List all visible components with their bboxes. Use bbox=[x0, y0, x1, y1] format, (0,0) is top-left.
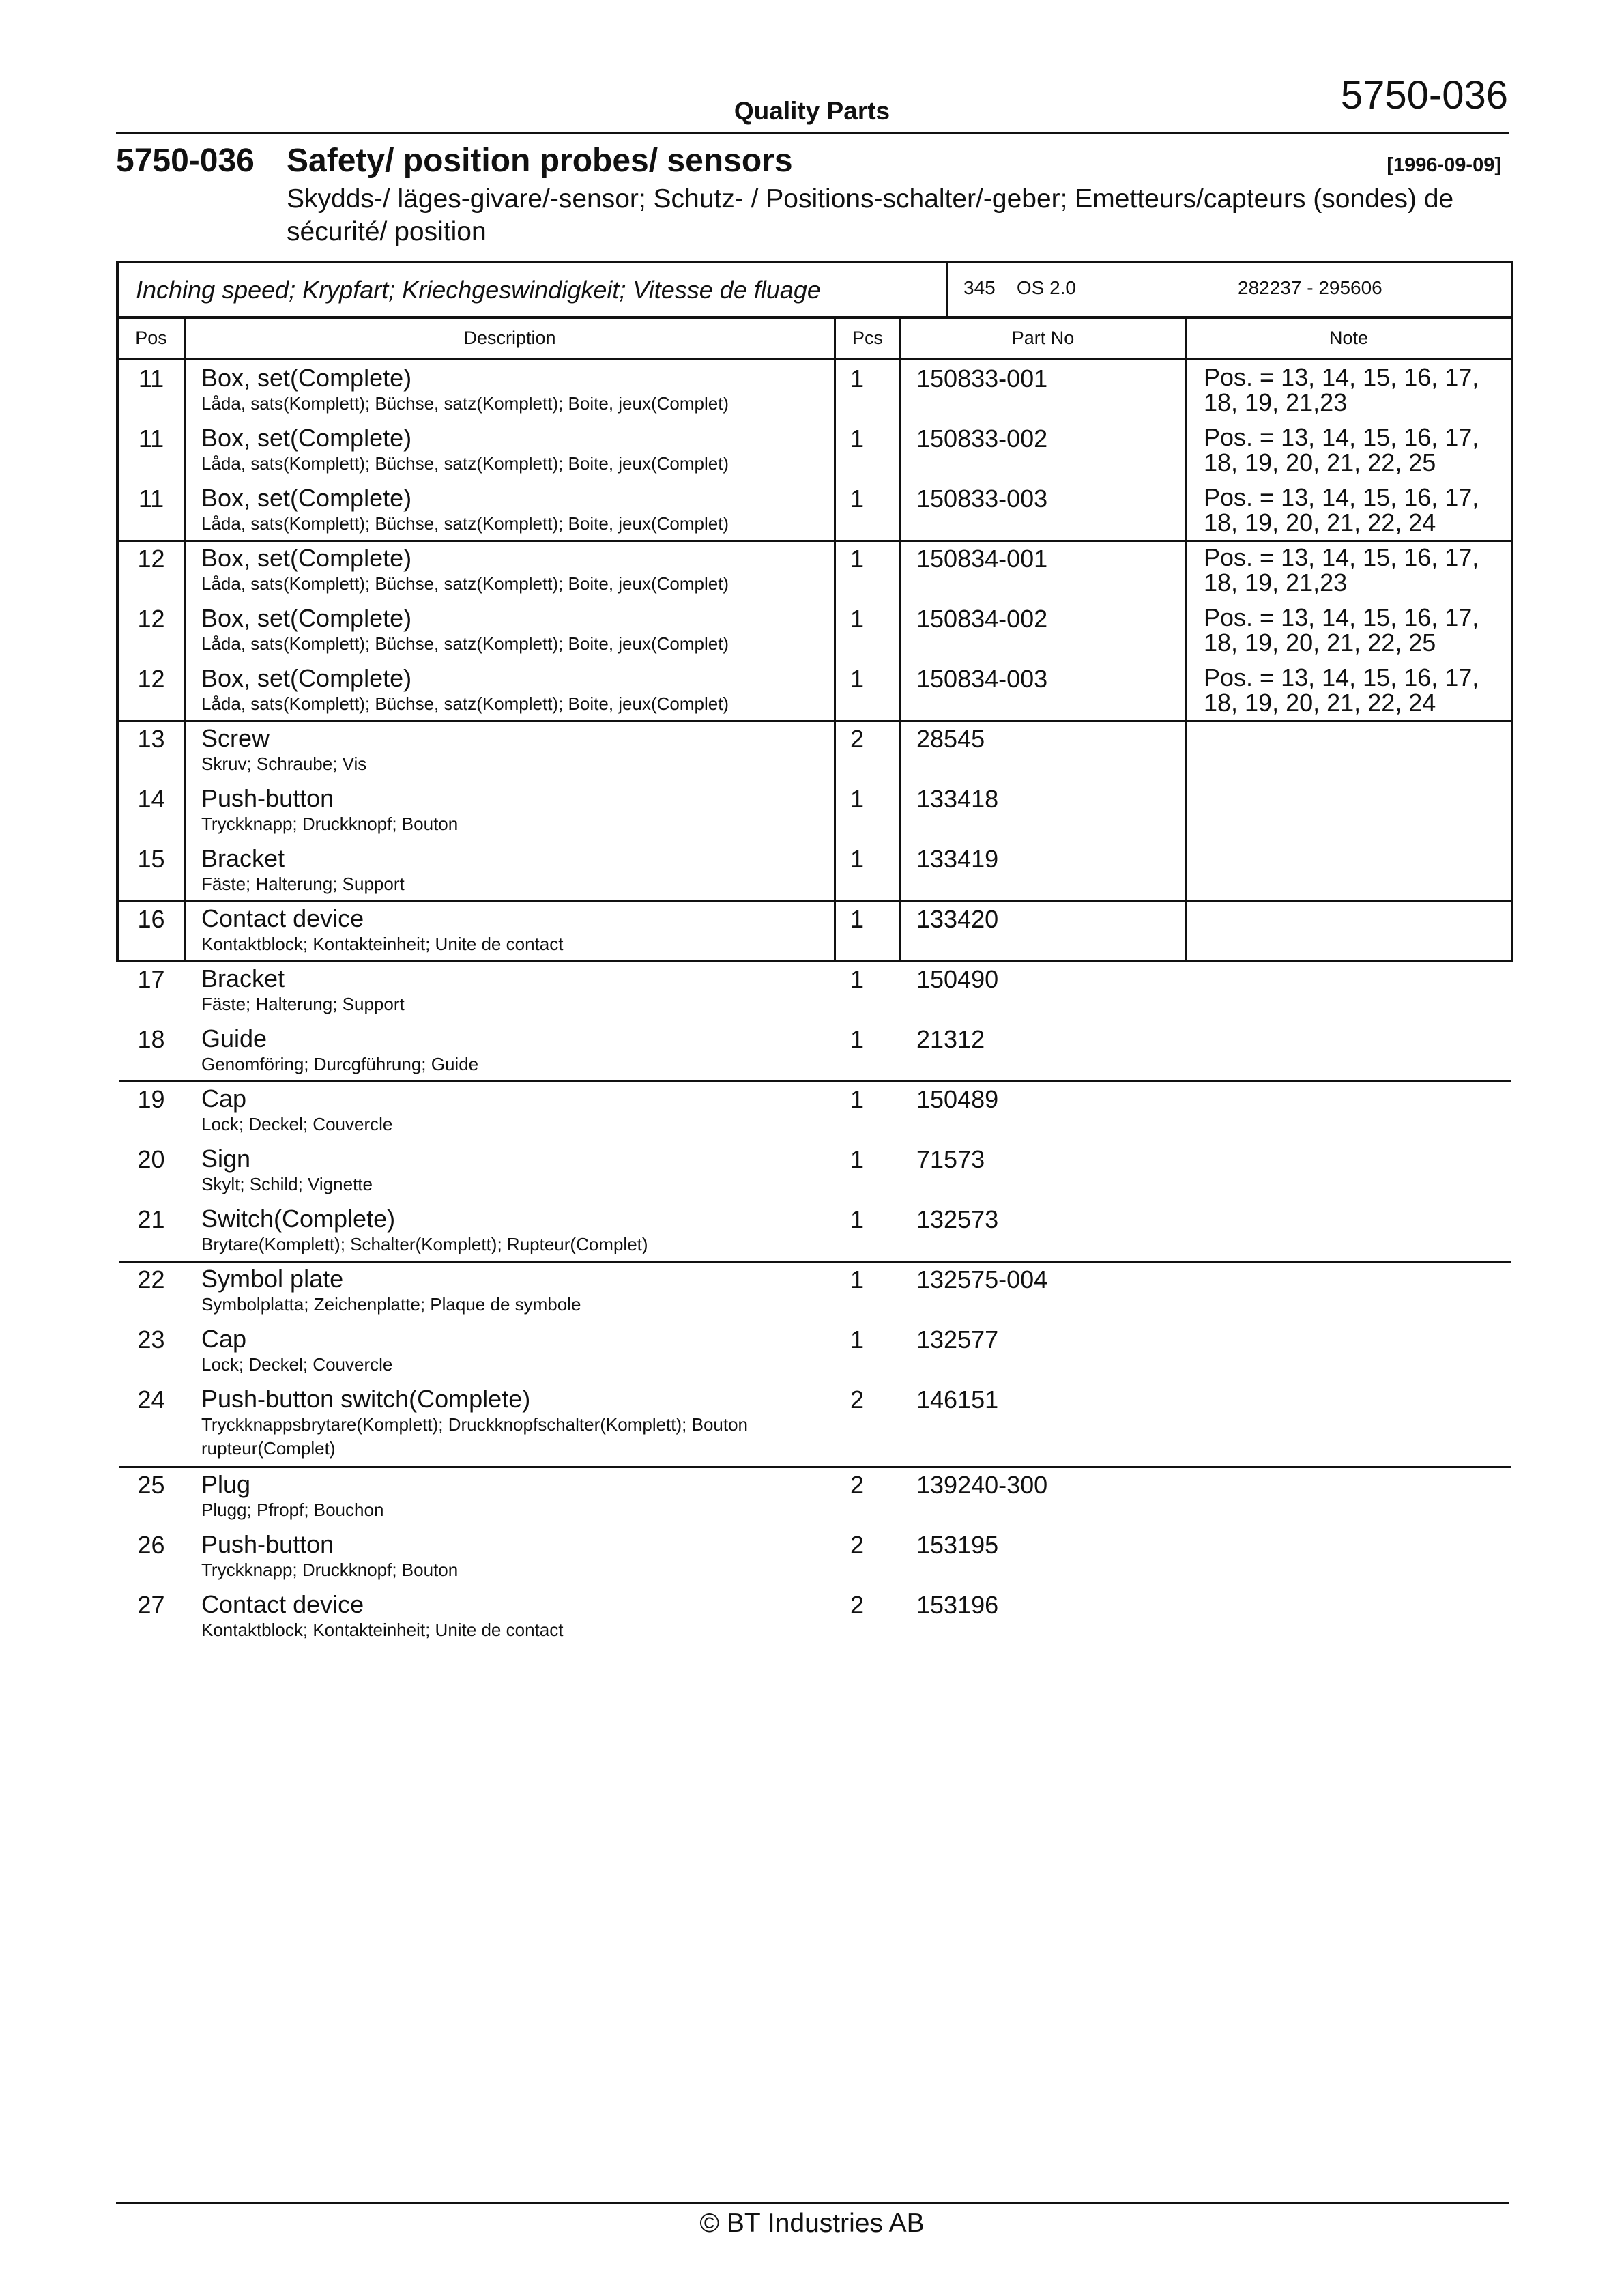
footer-rule bbox=[116, 2202, 1509, 2204]
row-pcs: 1 bbox=[850, 1025, 865, 1053]
row-pos: 12 bbox=[137, 665, 165, 693]
description-translations: Plugg; Pfropf; Bouchon bbox=[201, 1499, 384, 1520]
row-description bbox=[201, 1591, 761, 1642]
row-pcs: 1 bbox=[850, 364, 865, 392]
column-divider bbox=[184, 319, 186, 960]
row-description bbox=[201, 364, 761, 416]
section-date: [1996-09-09] bbox=[1387, 154, 1501, 176]
row-part-no: 132575-004 bbox=[916, 1265, 1048, 1293]
row-pos: 27 bbox=[137, 1591, 165, 1619]
row-pos: 16 bbox=[137, 905, 165, 933]
description-main: Screw bbox=[201, 724, 270, 752]
row-description bbox=[201, 1025, 761, 1076]
row-part-no: 150489 bbox=[916, 1085, 999, 1113]
description-translations: Tryckknapp; Druckknopf; Bouton bbox=[201, 814, 459, 834]
header-doc-number: 5750-036 bbox=[1340, 73, 1508, 117]
row-pcs: 1 bbox=[850, 665, 865, 693]
row-pcs: 2 bbox=[850, 1591, 865, 1619]
description-translations: Fäste; Halterung; Support bbox=[201, 994, 405, 1014]
band-model: 345 OS 2.0 bbox=[963, 277, 1076, 298]
row-description bbox=[201, 665, 761, 716]
description-main: Push-button bbox=[201, 1530, 334, 1558]
description-main: Guide bbox=[201, 1024, 267, 1052]
description-translations: Lock; Deckel; Couvercle bbox=[201, 1114, 393, 1134]
row-description bbox=[201, 1265, 761, 1317]
description-main: Box, set(Complete) bbox=[201, 424, 412, 452]
row-pos: 26 bbox=[137, 1531, 165, 1559]
description-main: Contact device bbox=[201, 904, 364, 932]
row-description bbox=[201, 545, 761, 596]
row-note: Pos. = 13, 14, 15, 16, 17, 18, 19, 20, 21, 22, 25 bbox=[1204, 603, 1479, 657]
description-translations: Lock; Deckel; Couvercle bbox=[201, 1354, 393, 1375]
row-part-no: 132577 bbox=[916, 1325, 999, 1353]
footer-copyright: © BT Industries AB bbox=[699, 2209, 925, 2238]
description-main: Push-button bbox=[201, 784, 334, 812]
band-serial-range: 282237 - 295606 bbox=[1238, 277, 1382, 298]
row-pos: 12 bbox=[137, 605, 165, 633]
description-translations: Symbolplatta; Zeichenplatte; Plaque de symbole bbox=[201, 1294, 581, 1315]
description-translations: Skylt; Schild; Vignette bbox=[201, 1174, 373, 1194]
row-description bbox=[201, 845, 761, 896]
row-part-no: 21312 bbox=[916, 1025, 985, 1053]
description-main: Box, set(Complete) bbox=[201, 604, 412, 632]
row-description bbox=[201, 905, 761, 956]
description-main: Box, set(Complete) bbox=[201, 544, 412, 572]
row-pos: 11 bbox=[138, 364, 164, 392]
row-part-no: 150833-003 bbox=[916, 485, 1048, 513]
row-pcs: 1 bbox=[850, 1145, 865, 1173]
header-title: Quality Parts bbox=[734, 97, 890, 125]
description-translations: Tryckknapp; Druckknopf; Bouton bbox=[201, 1560, 459, 1580]
row-note: Pos. = 13, 14, 15, 16, 17, 18, 19, 20, 21, 22, 24 bbox=[1204, 483, 1479, 536]
row-part-no: 150834-002 bbox=[916, 605, 1048, 633]
row-pcs: 2 bbox=[850, 1386, 865, 1414]
row-pcs: 1 bbox=[850, 485, 865, 513]
row-pcs: 1 bbox=[850, 425, 865, 453]
row-note: Pos. = 13, 14, 15, 16, 17, 18, 19, 20, 21, 22, 25 bbox=[1204, 423, 1479, 476]
header-rule bbox=[116, 132, 1509, 134]
description-translations: Genomföring; Durcgführung; Guide bbox=[201, 1054, 479, 1074]
header-rule-table bbox=[119, 358, 1511, 360]
column-header-pos: Pos bbox=[135, 328, 167, 348]
group-divider bbox=[119, 720, 1511, 722]
row-pos: 12 bbox=[137, 545, 165, 573]
row-part-no: 133419 bbox=[916, 845, 999, 873]
row-description bbox=[201, 1145, 761, 1196]
row-part-no: 146151 bbox=[916, 1386, 999, 1414]
row-pcs: 1 bbox=[850, 605, 865, 633]
row-part-no: 28545 bbox=[916, 725, 985, 753]
description-main: Plug bbox=[201, 1470, 251, 1498]
row-description bbox=[201, 1471, 761, 1522]
section-title: Safety/ position probes/ sensors bbox=[287, 143, 793, 179]
row-description bbox=[201, 1531, 761, 1582]
description-translations: Låda, sats(Komplett); Büchse, satz(Komplett); Boite, jeux(Complet) bbox=[201, 693, 729, 714]
row-part-no: 133418 bbox=[916, 785, 999, 813]
column-header-note: Note bbox=[1329, 328, 1369, 348]
row-description bbox=[201, 1325, 761, 1377]
row-pcs: 2 bbox=[850, 1471, 865, 1499]
description-main: Symbol plate bbox=[201, 1265, 344, 1293]
row-pcs: 1 bbox=[850, 1325, 865, 1353]
row-description bbox=[201, 965, 761, 1016]
column-divider bbox=[834, 319, 836, 960]
row-description bbox=[201, 605, 761, 656]
row-note: Pos. = 13, 14, 15, 16, 17, 18, 19, 21,23 bbox=[1204, 363, 1479, 416]
row-pos: 11 bbox=[138, 425, 164, 453]
description-main: Cap bbox=[201, 1325, 247, 1353]
column-header-description: Description bbox=[463, 328, 556, 348]
row-pos: 25 bbox=[137, 1471, 165, 1499]
section-subtitle: Skydds-/ läges-givare/-sensor; Schutz- / Positions-schalter/-geber; Emetteurs/capteurs (sondes) de sécurité/ position bbox=[287, 184, 1454, 246]
row-pos: 11 bbox=[138, 485, 164, 513]
column-divider bbox=[1185, 319, 1187, 960]
description-main: Box, set(Complete) bbox=[201, 664, 412, 692]
row-note: Pos. = 13, 14, 15, 16, 17, 18, 19, 21,23 bbox=[1204, 543, 1479, 597]
description-translations: Låda, sats(Komplett); Büchse, satz(Komplett); Boite, jeux(Complet) bbox=[201, 513, 729, 534]
model-band bbox=[119, 263, 1511, 319]
row-description bbox=[201, 1085, 761, 1136]
description-main: Bracket bbox=[201, 844, 285, 872]
band-description: Inching speed; Krypfart; Kriechgeswindigkeit; Vitesse de fluage bbox=[136, 276, 821, 304]
row-pcs: 1 bbox=[850, 965, 865, 993]
description-main: Contact device bbox=[201, 1590, 364, 1618]
description-main: Push-button switch(Complete) bbox=[201, 1385, 531, 1413]
description-main: Switch(Complete) bbox=[201, 1205, 396, 1233]
row-part-no: 153196 bbox=[916, 1591, 999, 1619]
description-main: Bracket bbox=[201, 964, 285, 992]
row-pcs: 2 bbox=[850, 725, 865, 753]
column-header-part-no: Part No bbox=[1011, 328, 1075, 348]
row-part-no: 139240-300 bbox=[916, 1471, 1048, 1499]
column-header-pcs: Pcs bbox=[852, 328, 883, 348]
description-main: Cap bbox=[201, 1085, 247, 1113]
row-pcs: 1 bbox=[850, 905, 865, 933]
row-pos: 18 bbox=[137, 1025, 165, 1053]
band-divider bbox=[946, 263, 948, 316]
description-translations: Kontaktblock; Kontakteinheit; Unite de contact bbox=[201, 1620, 564, 1640]
row-pos: 14 bbox=[137, 785, 165, 813]
row-pos: 13 bbox=[137, 725, 165, 753]
description-translations: Fäste; Halterung; Support bbox=[201, 874, 405, 894]
row-part-no: 153195 bbox=[916, 1531, 999, 1559]
row-pos: 17 bbox=[137, 965, 165, 993]
row-pcs: 1 bbox=[850, 545, 865, 573]
row-description bbox=[201, 725, 761, 776]
row-part-no: 150834-003 bbox=[916, 665, 1048, 693]
row-pos: 24 bbox=[137, 1386, 165, 1414]
description-translations: Skruv; Schraube; Vis bbox=[201, 754, 367, 774]
column-divider bbox=[899, 319, 901, 960]
row-part-no: 133420 bbox=[916, 905, 999, 933]
row-part-no: 150833-001 bbox=[916, 364, 1048, 392]
description-translations: Låda, sats(Komplett); Büchse, satz(Komplett); Boite, jeux(Complet) bbox=[201, 633, 729, 654]
group-divider bbox=[119, 1261, 1511, 1263]
row-pos: 22 bbox=[137, 1265, 165, 1293]
row-pos: 20 bbox=[137, 1145, 165, 1173]
row-description bbox=[201, 1205, 761, 1257]
row-pcs: 1 bbox=[850, 785, 865, 813]
description-main: Box, set(Complete) bbox=[201, 364, 412, 392]
row-pos: 23 bbox=[137, 1325, 165, 1353]
row-part-no: 150833-002 bbox=[916, 425, 1048, 453]
description-main: Sign bbox=[201, 1145, 251, 1173]
row-pcs: 1 bbox=[850, 1205, 865, 1233]
row-description bbox=[201, 785, 761, 836]
row-part-no: 150834-001 bbox=[916, 545, 1048, 573]
group-divider bbox=[119, 1080, 1511, 1082]
group-divider bbox=[119, 540, 1511, 542]
row-part-no: 150490 bbox=[916, 965, 999, 993]
row-pos: 21 bbox=[137, 1205, 165, 1233]
parts-table bbox=[116, 261, 1513, 1640]
row-note: Pos. = 13, 14, 15, 16, 17, 18, 19, 20, 21, 22, 24 bbox=[1204, 663, 1479, 717]
description-translations: Tryckknappsbrytare(Komplett); Druckknopfschalter(Komplett); Bouton rupteur(Complet) bbox=[201, 1414, 749, 1459]
row-pcs: 2 bbox=[850, 1531, 865, 1559]
description-translations: Låda, sats(Komplett); Büchse, satz(Komplett); Boite, jeux(Complet) bbox=[201, 573, 729, 594]
row-pos: 19 bbox=[137, 1085, 165, 1113]
group-divider bbox=[119, 1466, 1511, 1468]
row-description bbox=[201, 1386, 761, 1461]
row-pcs: 1 bbox=[850, 1085, 865, 1113]
row-pcs: 1 bbox=[850, 845, 865, 873]
description-translations: Låda, sats(Komplett); Büchse, satz(Komplett); Boite, jeux(Complet) bbox=[201, 453, 729, 474]
row-pos: 15 bbox=[137, 845, 165, 873]
row-part-no: 132573 bbox=[916, 1205, 999, 1233]
row-description bbox=[201, 425, 761, 476]
description-translations: Kontaktblock; Kontakteinheit; Unite de contact bbox=[201, 934, 564, 954]
description-translations: Låda, sats(Komplett); Büchse, satz(Komplett); Boite, jeux(Complet) bbox=[201, 393, 729, 414]
section-code: 5750-036 bbox=[116, 143, 255, 179]
row-part-no: 71573 bbox=[916, 1145, 985, 1173]
description-translations: Brytare(Komplett); Schalter(Komplett); Rupteur(Complet) bbox=[201, 1234, 648, 1254]
group-divider bbox=[119, 900, 1511, 902]
row-description bbox=[201, 485, 761, 536]
row-pcs: 1 bbox=[850, 1265, 865, 1293]
description-main: Box, set(Complete) bbox=[201, 484, 412, 512]
